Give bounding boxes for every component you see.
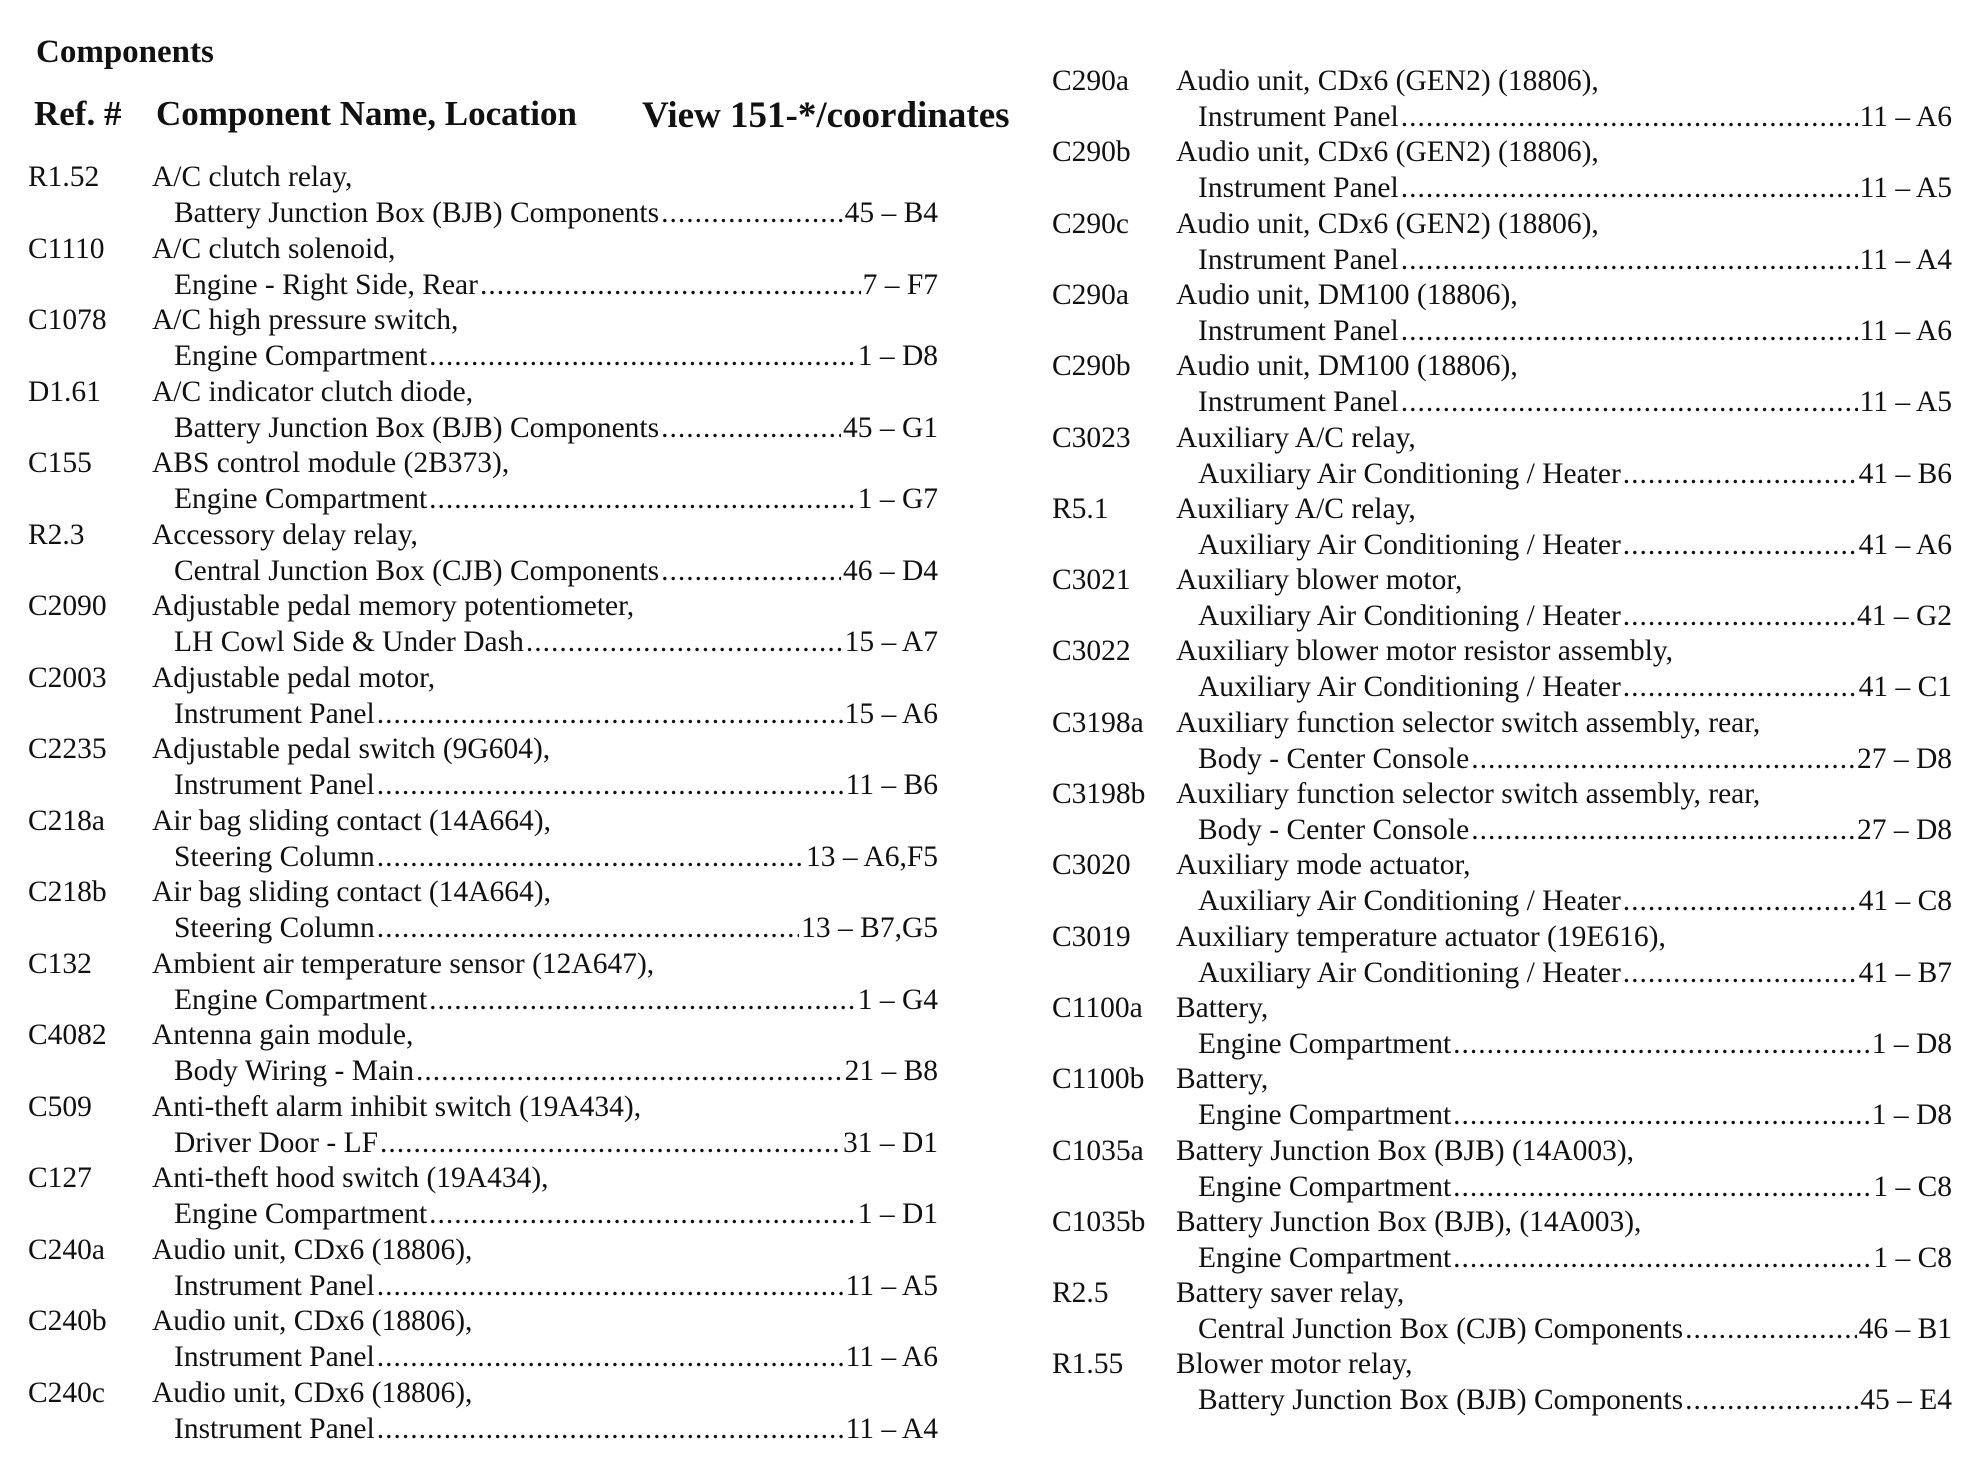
dot-leader [1453, 1240, 1871, 1276]
component-entry [28, 517, 938, 589]
component-name: A/C clutch solenoid, [152, 232, 396, 265]
component-entry [1052, 990, 1952, 1062]
dot-leader [661, 195, 842, 231]
component-location: Auxiliary Air Conditioning / Heater [1198, 885, 1621, 918]
component-name: Adjustable pedal motor, [152, 661, 436, 694]
component-name: Audio unit, CDx6 (GEN2) (18806), [1176, 136, 1599, 169]
component-name: Auxiliary blower motor, [1176, 564, 1463, 597]
component-location: Instrument Panel [174, 769, 375, 801]
component-location: Instrument Panel [174, 697, 375, 730]
component-location: Engine - Right Side, Rear [174, 268, 478, 301]
dot-leader [377, 767, 844, 803]
view-coordinate: 45 – E4 [1860, 1384, 1952, 1417]
ref-number: C155 [28, 447, 92, 479]
view-coordinate: 41 – G2 [1856, 600, 1952, 633]
component-name: Anti-theft hood switch (19A434), [152, 1162, 549, 1194]
component-entry [1052, 562, 1952, 634]
dot-leader [1401, 170, 1858, 206]
dot-leader [1401, 313, 1858, 349]
ref-number: C3019 [1052, 920, 1131, 953]
component-entry [28, 1160, 938, 1232]
component-location: Auxiliary Air Conditioning / Heater [1198, 956, 1621, 989]
component-location: Central Junction Box (CJB) Components [174, 554, 660, 587]
view-coordinate: 41 – A6 [1858, 528, 1952, 561]
dot-leader [661, 553, 841, 589]
component-entry [1052, 847, 1952, 919]
component-location: Instrument Panel [1198, 314, 1399, 347]
component-name: Battery saver relay, [1176, 1277, 1405, 1310]
view-coordinate: 11 – A6 [1859, 314, 1952, 347]
component-entry [28, 1375, 938, 1447]
component-name: A/C high pressure switch, [152, 304, 459, 336]
dot-leader [1453, 1026, 1870, 1062]
component-entry [28, 1089, 938, 1161]
component-entry [1052, 1204, 1952, 1276]
ref-number: D1.61 [28, 375, 101, 408]
component-location: LH Cowl Side & Under Dash [174, 626, 524, 658]
component-location: Auxiliary Air Conditioning / Heater [1198, 457, 1621, 490]
component-name: Auxiliary A/C relay, [1176, 421, 1416, 454]
view-coordinate: 1 – C8 [1873, 1170, 1952, 1203]
component-name: Blower motor relay, [1176, 1348, 1413, 1381]
view-coordinate: 11 – A4 [845, 1412, 938, 1445]
ref-number: C3198b [1052, 778, 1146, 810]
component-name: Adjustable pedal switch (9G604), [152, 733, 551, 765]
view-coordinate: 41 – C1 [1858, 671, 1952, 704]
dot-leader [429, 481, 856, 517]
component-name: Audio unit, DM100 (18806), [1176, 350, 1518, 383]
component-location: Body - Center Console [1198, 742, 1470, 775]
dot-leader [1401, 384, 1858, 420]
dot-leader [1453, 1169, 1871, 1205]
dot-leader [1685, 1311, 1856, 1347]
component-location: Engine Compartment [174, 983, 428, 1016]
ref-number: C132 [28, 947, 92, 980]
view-coordinate: 13 – A6,F5 [806, 840, 938, 873]
view-coordinate: 1 – D1 [857, 1198, 938, 1230]
ref-number: C218b [28, 876, 107, 908]
view-coordinate: 46 – D4 [842, 554, 938, 587]
dot-leader [1623, 456, 1857, 492]
component-location: Engine Compartment [174, 1198, 428, 1230]
section-title: Components [36, 34, 214, 70]
component-name: Auxiliary function selector switch assembly, rear, [1176, 706, 1761, 739]
component-entry [28, 374, 938, 446]
component-entry [28, 159, 938, 231]
view-coordinate: 15 – A6 [844, 697, 938, 730]
component-location: Engine Compartment [1198, 1027, 1452, 1060]
component-location: Engine Compartment [174, 340, 428, 372]
component-location: Body - Center Console [1198, 814, 1470, 846]
component-location: Engine Compartment [1198, 1241, 1452, 1274]
component-name: Battery Junction Box (BJB) (14A003), [1176, 1134, 1635, 1167]
component-entry [1052, 919, 1952, 991]
ref-number: R5.1 [1052, 492, 1109, 525]
dot-leader [377, 1268, 844, 1304]
component-entry [28, 588, 938, 660]
view-coordinate: 11 – A4 [1859, 243, 1952, 276]
component-name: Battery Junction Box (BJB), (14A003), [1176, 1205, 1642, 1238]
ref-number: R2.5 [1052, 1277, 1109, 1310]
component-name: Audio unit, CDx6 (18806), [152, 1376, 473, 1409]
component-name: Accessory delay relay, [152, 518, 418, 551]
view-coordinate: 1 – G4 [857, 983, 938, 1016]
component-name: Adjustable pedal memory potentiometer, [152, 590, 635, 622]
component-entry [28, 660, 938, 732]
ref-number: C290a [1052, 65, 1130, 97]
dot-leader [1623, 527, 1857, 563]
component-entry [1052, 776, 1952, 848]
ref-number: C1035b [1052, 1205, 1146, 1238]
component-name: A/C indicator clutch diode, [152, 375, 474, 408]
component-name: Auxiliary blower motor resistor assembly, [1176, 635, 1674, 668]
view-coordinate: 45 – B4 [844, 197, 938, 229]
view-coordinate: 1 – C8 [1873, 1241, 1952, 1274]
view-coordinate: 15 – A7 [844, 626, 938, 658]
component-location: Instrument Panel [174, 1269, 375, 1302]
ref-number: C1100b [1052, 1063, 1145, 1096]
view-coordinate: 1 – D8 [1871, 1027, 1952, 1060]
component-entry [1052, 633, 1952, 705]
ref-number: C3020 [1052, 849, 1131, 882]
component-name: Antenna gain module, [152, 1019, 414, 1051]
component-name: Audio unit, DM100 (18806), [1176, 278, 1518, 311]
view-coordinate: 1 – D8 [1871, 1099, 1952, 1132]
component-location: Instrument Panel [1198, 101, 1399, 133]
component-location: Battery Junction Box (BJB) Components [1198, 1384, 1684, 1417]
ref-number: C240a [28, 1233, 106, 1266]
view-coordinate: 11 – A5 [1859, 386, 1952, 419]
component-entry [28, 302, 938, 374]
component-location: Instrument Panel [1198, 243, 1399, 276]
component-location: Battery Junction Box (BJB) Components [174, 197, 660, 229]
view-coordinate: 7 – F7 [862, 268, 938, 301]
dot-leader [377, 839, 804, 875]
component-location: Body Wiring - Main [174, 1055, 414, 1087]
component-location: Auxiliary Air Conditioning / Heater [1198, 671, 1621, 704]
ref-number: C240b [28, 1305, 107, 1337]
component-location: Instrument Panel [174, 1412, 375, 1445]
ref-number: C290c [1052, 207, 1130, 240]
dot-leader [1623, 955, 1857, 991]
dot-leader [526, 624, 843, 660]
component-entry [28, 445, 938, 517]
view-coordinate: 27 – D8 [1856, 814, 1952, 846]
dot-leader [1453, 1097, 1870, 1133]
ref-number: R1.55 [1052, 1348, 1124, 1381]
ref-number: C3023 [1052, 421, 1131, 454]
component-name: Auxiliary function selector switch assembly, rear, [1176, 778, 1761, 810]
component-location: Instrument Panel [174, 1341, 375, 1373]
component-entry [1052, 348, 1952, 420]
ref-number: C1100a [1052, 991, 1143, 1024]
component-name: Audio unit, CDx6 (GEN2) (18806), [1176, 65, 1599, 97]
view-coordinate: 13 – B7,G5 [801, 912, 938, 944]
component-location: Central Junction Box (CJB) Components [1198, 1313, 1684, 1346]
component-entry [28, 803, 938, 875]
component-location: Steering Column [174, 912, 375, 944]
dot-leader [429, 338, 856, 374]
component-location: Instrument Panel [1198, 172, 1399, 205]
component-location: Auxiliary Air Conditioning / Heater [1198, 600, 1621, 633]
ref-number: C2090 [28, 590, 107, 622]
ref-number: C218a [28, 804, 106, 837]
ref-number: C3021 [1052, 564, 1131, 597]
view-coordinate: 11 – A6 [1859, 101, 1952, 133]
ref-number: C4082 [28, 1019, 107, 1051]
component-name: Auxiliary mode actuator, [1176, 849, 1471, 882]
component-entry [28, 946, 938, 1018]
view-coordinate: 21 – B8 [844, 1055, 938, 1087]
ref-number: R1.52 [28, 161, 100, 193]
ref-number: C1078 [28, 304, 107, 336]
component-name: ABS control module (2B373), [152, 447, 510, 479]
dot-leader [480, 267, 861, 303]
dot-leader [1623, 669, 1857, 705]
view-coordinate: 11 – B6 [845, 769, 938, 801]
component-entry [1052, 420, 1952, 492]
dot-leader [1685, 1382, 1858, 1418]
component-location: Engine Compartment [1198, 1099, 1452, 1132]
component-entry [1052, 1133, 1952, 1205]
ref-number: R2.3 [28, 518, 85, 551]
component-name: Ambient air temperature sensor (12A647), [152, 947, 655, 980]
component-name: A/C clutch relay, [152, 161, 353, 193]
component-name: Anti-theft alarm inhibit switch (19A434), [152, 1090, 642, 1123]
dot-leader [429, 982, 856, 1018]
component-entry [28, 874, 938, 946]
component-entry [28, 731, 938, 803]
header-component-name: Component Name, Location [156, 94, 577, 133]
component-name: Auxiliary A/C relay, [1176, 492, 1416, 525]
view-coordinate: 1 – D8 [857, 340, 938, 372]
component-location: Instrument Panel [1198, 386, 1399, 419]
dot-leader [1401, 99, 1858, 135]
dot-leader [1401, 242, 1858, 278]
ref-number: C127 [28, 1162, 92, 1194]
view-coordinate: 11 – A5 [1859, 172, 1952, 205]
dot-leader [380, 1125, 841, 1161]
component-entry [1052, 206, 1952, 278]
ref-number: C290b [1052, 136, 1131, 169]
component-name: Battery, [1176, 991, 1269, 1024]
ref-number: C3022 [1052, 635, 1131, 668]
component-entry [1052, 63, 1952, 135]
ref-number: C240c [28, 1376, 106, 1409]
dot-leader [1623, 883, 1857, 919]
component-location: Engine Compartment [174, 483, 428, 515]
dot-leader [377, 910, 799, 946]
view-coordinate: 46 – B1 [1858, 1313, 1952, 1346]
component-entry [28, 1017, 938, 1089]
view-coordinate: 1 – G7 [857, 483, 938, 515]
dot-leader [429, 1196, 856, 1232]
ref-number: C2003 [28, 661, 107, 694]
dot-leader [377, 696, 843, 732]
ref-number: C3198a [1052, 706, 1144, 739]
dot-leader [1623, 598, 1855, 634]
dot-leader [1471, 812, 1855, 848]
view-coordinate: 41 – B6 [1858, 457, 1952, 490]
dot-leader [661, 410, 841, 446]
component-location: Battery Junction Box (BJB) Components [174, 411, 660, 444]
component-location: Steering Column [174, 840, 375, 873]
dot-leader [377, 1411, 844, 1447]
view-coordinate: 31 – D1 [842, 1126, 938, 1159]
component-entry [1052, 1275, 1952, 1347]
component-name: Audio unit, CDx6 (GEN2) (18806), [1176, 207, 1599, 240]
component-name: Audio unit, CDx6 (18806), [152, 1305, 473, 1337]
view-coordinate: 11 – A6 [845, 1341, 938, 1373]
component-name: Auxiliary temperature actuator (19E616), [1176, 920, 1666, 953]
component-name: Air bag sliding contact (14A664), [152, 804, 551, 837]
component-entry [1052, 1061, 1952, 1133]
component-entry [1052, 134, 1952, 206]
component-entry [28, 1303, 938, 1375]
view-coordinate: 27 – D8 [1856, 742, 1952, 775]
component-entry [1052, 277, 1952, 349]
component-location: Engine Compartment [1198, 1170, 1452, 1203]
component-name: Audio unit, CDx6 (18806), [152, 1233, 473, 1266]
component-location: Auxiliary Air Conditioning / Heater [1198, 528, 1621, 561]
ref-number: C509 [28, 1090, 92, 1123]
header-ref: Ref. # [34, 94, 122, 133]
component-entry [1052, 491, 1952, 563]
ref-number: C290b [1052, 350, 1131, 383]
dot-leader [1471, 741, 1855, 777]
dot-leader [377, 1339, 844, 1375]
ref-number: C2235 [28, 733, 107, 765]
component-entry [1052, 1346, 1952, 1418]
ref-number: C1110 [28, 232, 105, 265]
view-coordinate: 41 – C8 [1858, 885, 1952, 918]
ref-number: C290a [1052, 278, 1130, 311]
header-view-coordinates: View 151-*/coordinates [642, 95, 1010, 136]
ref-number: C1035a [1052, 1134, 1144, 1167]
component-location: Driver Door - LF [174, 1126, 378, 1159]
view-coordinate: 11 – A5 [845, 1269, 938, 1302]
component-name: Air bag sliding contact (14A664), [152, 876, 551, 908]
view-coordinate: 41 – B7 [1858, 956, 1952, 989]
component-name: Battery, [1176, 1063, 1269, 1096]
dot-leader [416, 1053, 843, 1089]
component-entry [28, 231, 938, 303]
component-entry [1052, 705, 1952, 777]
view-coordinate: 45 – G1 [842, 411, 938, 444]
component-entry [28, 1232, 938, 1304]
